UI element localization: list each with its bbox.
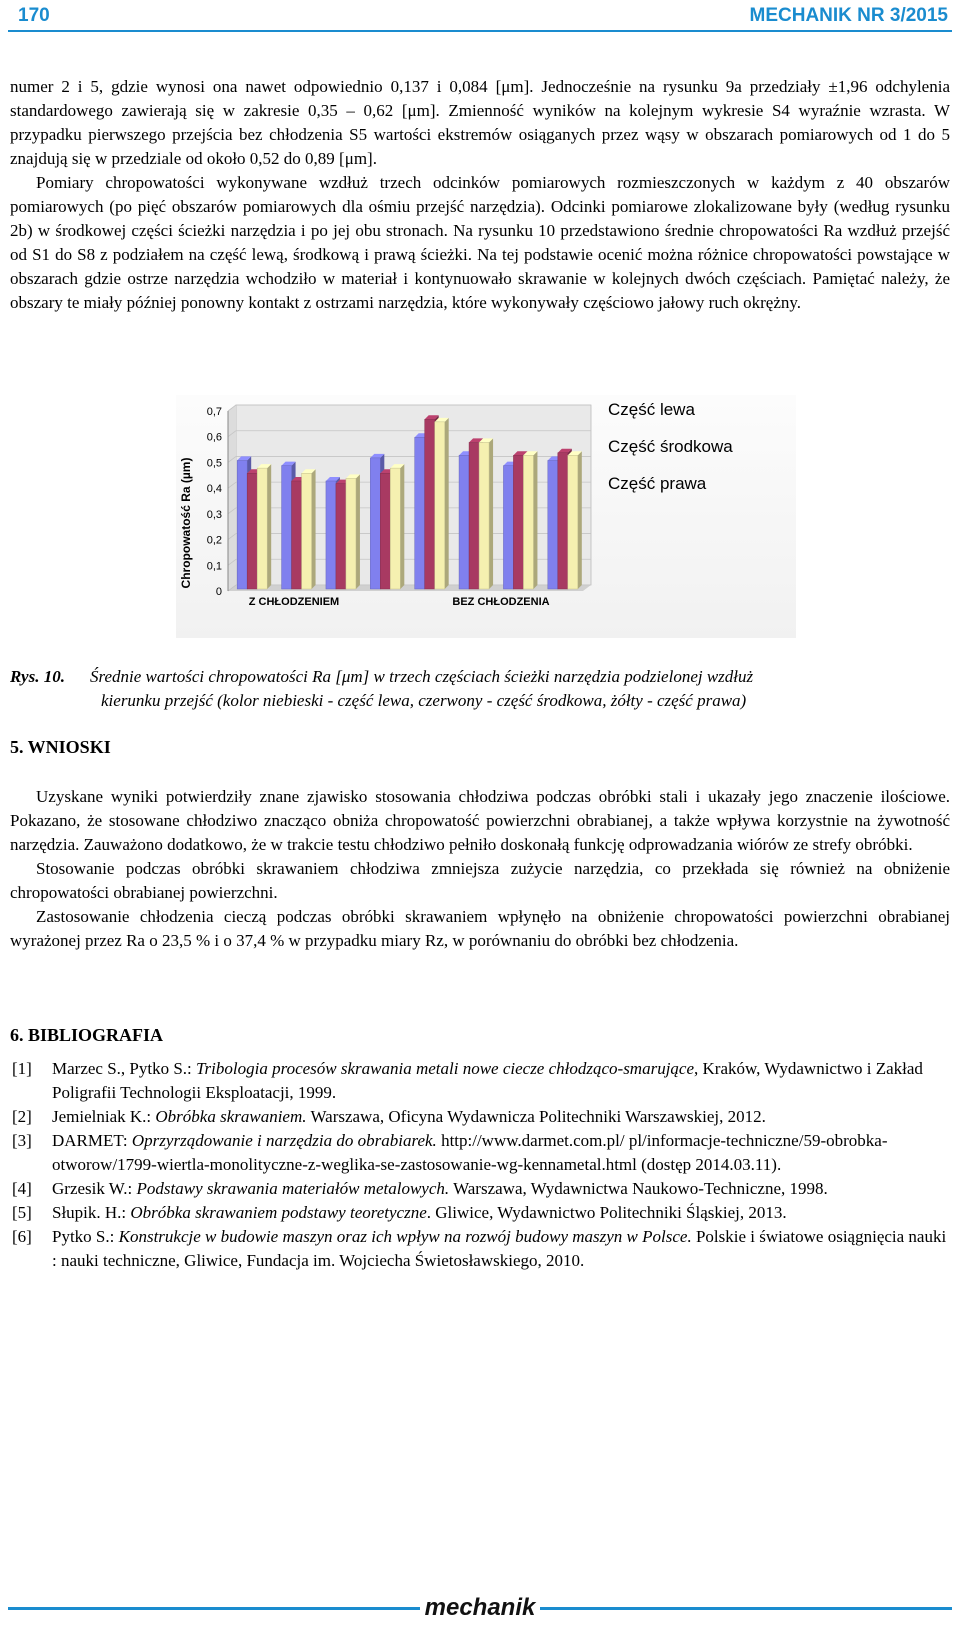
caption-label: Rys. 10. [10,667,65,686]
bib-title: Tribologia procesów skrawania metali nowe ciecze chłodząco-smarujące [196,1059,695,1078]
bib-title: Konstrukcje w budowie maszyn oraz ich wpływ na rozwój budowy maszyn w Polsce. [118,1227,692,1246]
bib-title: Podstawy skrawania materiałów metalowych. [136,1179,450,1198]
bar [459,455,469,589]
bar [282,466,292,589]
bib-details: . Gliwice, Wydawnictwo Politechniki Śląskiej, 2013. [426,1203,787,1222]
y-tick-label: 0,1 [206,560,222,573]
bar [469,442,479,589]
bar [257,468,267,589]
bar [247,473,257,589]
bar [302,473,312,589]
bib-number: [4] [12,1179,32,1198]
paragraph: Pomiary chropowatości wykonywane wzdłuż trzech odcinków pomiarowych rozmieszczonych w każdym z 40 obszarów pomiarowych (po pięć obszarów pomiarowych dla ośmiu przejść narzędzia). Odcinki pomiarowe zlokalizowane były (według rysunku 2b) w środkowej części ścieżki narzędzia i po jej obu stronach. Na rysunku 10 przedstawiono średnie chropowatości Ra wzdłuż przejść od S1 do S8 z podziałem na część lewą, środkową i prawą ścieżki. Na tej podstawie ocenić można różnice chropowatości powstające w obszarach gdzie ostrze narzędzia wchodziło w materiał i kontynuowało skrawanie w kolejnych dwóch częściach. Pamiętać należy, że obszary te miały później ponowny kontakt z ostrzami narzędzia, które wykonywały częściowo jałowy ruch okrężny. [10,173,950,312]
journal-title: MECHANIK NR 3/2015 [749,5,948,26]
paragraph: Uzyskane wyniki potwierdziły znane zjawisko stosowania chłodziwa podczas obróbki stali i ukazały jego znaczenie ilościowe. Pokazano, że stosowane chłodziwo znacząco obniża chropowatość powierzchni obrabianej, a także wpływa korzystnie na żywotność narzędzia. Zauważono dodatkowo, że w trakcie testu chłodziwo pełniło doskonałą funkcję odprowadzania wiórów ze strefy obróbki. [10,787,950,854]
y-tick-label: 0,5 [206,457,222,470]
bib-number: [2] [12,1107,32,1126]
bar [425,419,435,589]
bar-side [578,451,582,589]
paragraph: Stosowanie podczas obróbki skrawaniem chłodziwa zmniejsza zużycie narzędzia, co przekłada się również na obniżenie chropowatości obrabianej powierzchni. [10,859,950,902]
caption-line-1: Średnie wartości chropowatości Ra [μm] w trzech częściach ścieżki narzędzia podzielonej wzdłuż [90,667,754,686]
bibliography-entry [10,1225,950,1273]
bar-side [312,469,316,589]
bar [558,453,568,589]
bib-details: Warszawa, Wydawnictwa Naukowo-Techniczne, 1998. [449,1179,828,1198]
bib-author: Słupik. H.: [52,1203,131,1222]
bib-details: Warszawa, Oficyna Wydawnicza Politechniki Warszawskiej, 2012. [306,1107,766,1126]
bib-author: DARMET: [52,1131,132,1150]
bar-side [445,418,449,589]
bib-number: [3] [12,1131,32,1150]
bib-number: [6] [12,1227,32,1246]
bar [390,468,400,589]
section-heading-conclusions: 5. WNIOSKI [10,737,111,757]
bib-author: Marzec S., Pytko S.: [52,1059,197,1078]
bar [292,481,302,589]
plot-side-wall [228,405,236,591]
bib-details: http://www.darmet.com.pl/ pl/informacje-techniczne/59-obrobka-otworow/1799-wiertla-monolityczne-z-weglika-se-zastosowanie-wg-kennametal.html (dostęp 2014.03.11). [52,1131,888,1174]
y-tick-label: 0,3 [206,508,222,521]
legend-entry: Część prawa [608,474,707,493]
bib-number: [5] [12,1203,32,1222]
bar [479,442,489,589]
bar-side [533,451,537,589]
chart-svg [176,395,796,638]
paragraph: Zastosowanie chłodzenia cieczą podczas obróbki skrawaniem wpłynęło na obniżenie chropowatości powierzchni obrabianej wyrażonej przez Ra o 23,5 % i o 37,4 % w przypadku miary Rz, w porównaniu do obróbki bez chłodzenia. [10,907,950,950]
page-footer [0,1594,960,1629]
bar [415,437,425,589]
page-header [8,0,952,32]
y-tick-label: 0,6 [206,431,222,444]
bibliography-entry [10,1129,950,1177]
bar [380,473,390,589]
bar-side [489,438,493,589]
bib-number: [1] [12,1059,32,1078]
legend-entry: Część środkowa [608,437,733,456]
bar [513,455,523,589]
bib-author: Pytko S.: [52,1227,119,1246]
bib-author: Grzesik W.: [52,1179,137,1198]
caption-line-2: kierunku przejść (kolor niebieski - część lewa, czerwony - część środkowa, żółty - część prawa) [101,691,747,710]
body-text-top [10,75,950,315]
roughness-chart [176,395,796,638]
figure-caption [10,665,950,713]
bar [548,460,558,589]
bib-details: Polskie i światowe osiągnięcia nauki : nauki techniczne, Gliwice, Fundacja im. Wojciecha Świetosławskiego, 2010. [52,1227,947,1270]
bar-side [356,474,360,589]
conclusions-text [10,785,950,953]
bar [237,460,247,589]
section-heading-bibliography: 6. BIBLIOGRAFIA [10,1025,164,1045]
footer-logo: mechanik [420,1594,540,1622]
bar [503,466,513,589]
bar [568,455,578,589]
bibliography-entry [10,1057,950,1105]
bibliography-list [10,1057,950,1273]
bar [523,455,533,589]
bib-title: Obróbka skrawaniem. [155,1107,307,1126]
bar-side [267,464,271,589]
y-axis-label: Chropowatość Ra (µm) [179,457,193,589]
page-number: 170 [18,5,50,26]
y-tick-label: 0,7 [206,406,222,418]
bib-title: Obróbka skrawaniem podstawy teoretyczne [130,1203,427,1222]
bibliography-entry [10,1201,950,1225]
bar [370,458,380,589]
bib-author: Jemielniak K.: [52,1107,156,1126]
y-tick-label: 0,2 [206,534,222,547]
bar [326,481,336,589]
bar-side [400,464,404,589]
bar [346,478,356,589]
legend-entry: Część lewa [608,400,695,419]
bib-title: Oprzyrządowanie i narzędzia do obrabiarek. [131,1131,437,1150]
y-tick-label: 0,4 [206,483,222,496]
group-label-no-cooling: BEZ CHŁODZENIA [452,596,550,608]
bibliography-entry [10,1105,950,1129]
bib-details: , Kraków, Wydawnictwo i Zakład Poligrafii Technologii Eksploatacji, 1999. [52,1059,923,1102]
bar [336,484,346,589]
group-label-cooling: Z CHŁODZENIEM [248,596,340,608]
y-tick-label: 0 [215,586,222,598]
bar [435,422,445,589]
paragraph: numer 2 i 5, gdzie wynosi ona nawet odpowiednio 0,137 i 0,084 [μm]. Jednocześnie na rysunku 9a przedziały ±1,96 odchylenia standardowego zawierają się w zakresie 0,35 – 0,62 [μm]. Zmienność wyników na kolejnym wykresie S4 wyraźnie wzrasta. W przypadku pierwszego przejścia bez chłodzenia S5 wartości ekstremów osiąganych przez wąsy w obszarach pomiarowych od 1 do 5 znajdują się w przedziale od około 0,52 do 0,89 [μm]. [10,77,950,168]
bibliography-entry [10,1177,950,1201]
